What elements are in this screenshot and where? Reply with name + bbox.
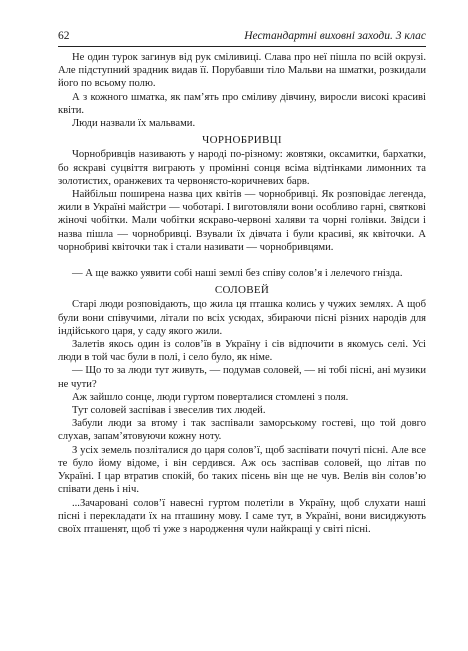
paragraph: Аж зайшло сонце, люди гуртом поверталися стомлені з поля.	[72, 391, 349, 403]
paragraph: Чорнобривців називають у народі по-різному: жовтяки, оксамитки, бархатки, бо яскраві суцвіття виграють у промінні сонця всіма відтінками лимонних та золотистих, оранжевих та червонясто-коричневих барв.	[58, 149, 426, 187]
paragraph: Залетів якось один із солов’їв в Україну і сів відпочити в якомусь селі. Усі люди в той час були в полі, і село було, як німе.	[58, 339, 426, 364]
paragraph: Не один турок загинув від рук сміливиці. Слава про неї пішла по всій окрузі. Але підступний зрадник видав її. Порубавши тіло Мальви на шматки, розкидали його по всьому полю.	[58, 52, 426, 90]
running-title: Нестандартні виховні заходи. 3 клас	[244, 30, 426, 42]
section-title-chornobryvtsi: ЧОРНОБРИВЦІ	[202, 134, 282, 147]
paragraph: З усіх земель позліталися до царя солов’ї, щоб заспівати почуті пісні. Але все те було йому відоме, і він сердився. Аж ось заспівав соловей, що літав по Україні. І цар втратив спокій, бо таких пісень він ще не чув. Велів він солов’ю співати день і ніч.	[58, 444, 426, 496]
page-number: 62	[58, 30, 70, 42]
quote-paragraph: — А ще важко уявити собі наші землі без співу соловʼя і лелечого гнізда.	[72, 268, 403, 280]
paragraph: Забули люди за втому і так заспівали заморському гостеві, що той довго слухав, запам’ятовуючи кожну ноту.	[58, 418, 426, 443]
paragraph: — Що то за люди тут живуть, — подумав соловей, — ні тобі пісні, ані музики не чути?	[58, 365, 426, 390]
paragraph: ...Зачаровані солов’ї навесні гуртом полетіли в Україну, щоб слухати наші пісні і перекладати їх на пташину мову. І саме тут, в Україні, вони висиджують своїх пташенят, щоб ті уже з народження чули найкращі у світі пісні.	[58, 497, 426, 535]
page-content	[58, 51, 426, 536]
paragraph: А з кожного шматка, як пам’ять про сміливу дівчину, виросли високі красиві квіти.	[58, 91, 426, 116]
book-page	[58, 30, 426, 536]
section-title-solovei: СОЛОВЕЙ	[214, 284, 270, 297]
paragraph: Люди назвали їх мальвами.	[72, 118, 196, 130]
paragraph: Тут соловей заспівав і звеселив тих людей.	[72, 405, 266, 417]
paragraph: Старі люди розповідають, що жила ця пташка колись у чужих землях. А щоб були вони співучими, літали по всіх усюдах, збираючи пісні різних народів для індійського царя, у саду якого жили.	[58, 299, 426, 337]
page-header	[58, 30, 426, 47]
paragraph: Найбільш поширена назва цих квітів — чорнобривці. Як розповідає легенда, жили в Україні майстри — чоботарі. І виготовляли вони особливо гарні, святкові жіночі чобітки. Мали чобітки яскраво-червоні халяви та чорні голівки. Звідси і назва пішла — чорнобривці. Взували їх дівчата і були красиві, як квіточки. А чорнобриві квіточки так і стали називати — чорнобривцями.	[58, 189, 426, 253]
spacer	[58, 254, 426, 267]
